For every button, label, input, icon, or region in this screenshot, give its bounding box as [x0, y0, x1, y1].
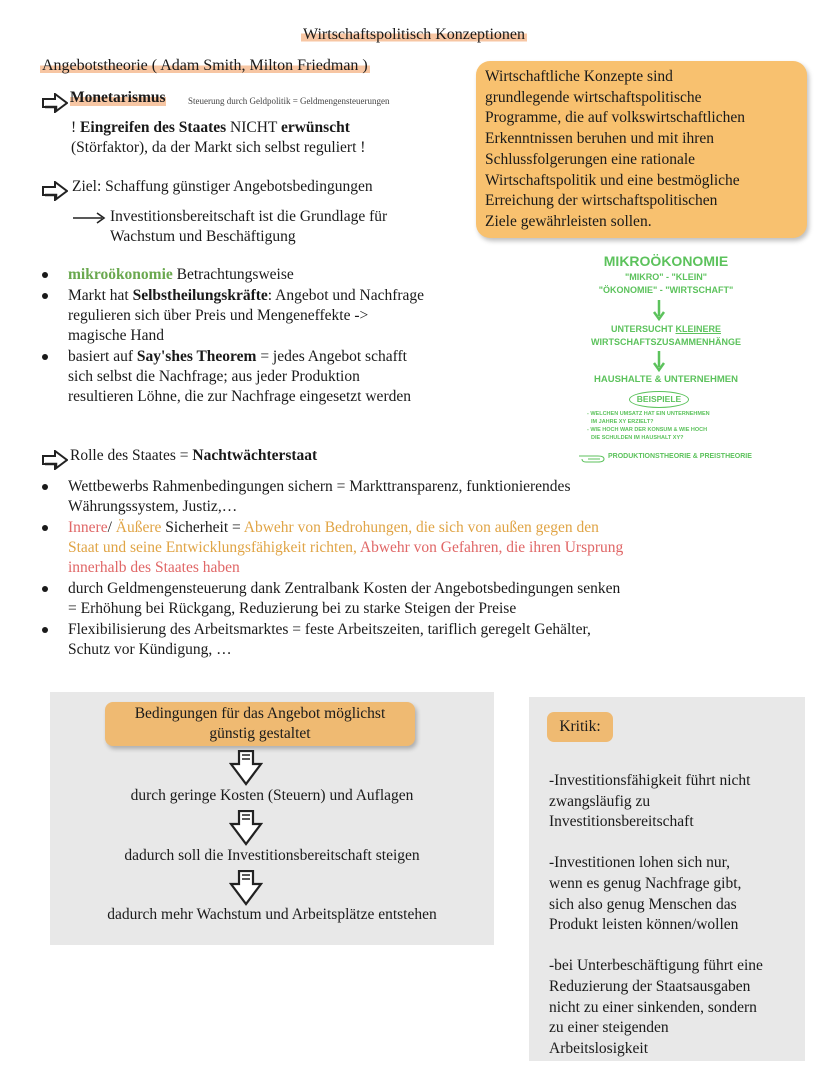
mikro-example-1a: - WELCHEN UMSATZ HAT EIN UNTERNEHMEN: [587, 411, 710, 417]
bullet-icon: [42, 272, 48, 278]
staat-bullet-4b: Schutz vor Kündigung, …: [68, 641, 232, 658]
mikro-example-2a: - WIE HOCH WAR DER KONSUM & WIE HOCH: [587, 427, 708, 433]
mikro-line-3: UNTERSUCHT KLEINERE: [610, 324, 721, 334]
bullet-say-2: sich selbst die Nachfrage; aus jeder Produktion: [68, 368, 360, 385]
conditions-box: [105, 702, 415, 746]
bullet-markt-1: Markt hat Selbstheilungskräfte: Angebot und Nachfrage: [68, 287, 425, 304]
monetarismus-text-1: ! Eingreifen des Staates NICHT erwünscht: [71, 119, 350, 136]
kritik-label: Kritik:: [547, 712, 613, 742]
bullet-icon: [42, 627, 48, 633]
bullet-markt-2: regulieren sich über Preis und Mengeneffekte ->: [68, 307, 369, 324]
kritik-line: Arbeitslosigkeit: [549, 1039, 649, 1057]
kritik-line: -Investitionen lohen sich nur,: [549, 854, 731, 872]
right-arrow-icon: [42, 181, 68, 201]
flow-step-3: dadurch mehr Wachstum und Arbeitsplätze entstehen: [107, 906, 437, 923]
staat-bullet-3b: = Erhöhung bei Rückgang, Reduzierung bei zu starke Steigen der Preise: [68, 600, 517, 617]
kritik-text: [549, 771, 763, 1059]
staat-bullet-2c: innerhalb des Staates haben: [68, 559, 240, 576]
bullet-icon: [42, 484, 48, 490]
pointing-hand-icon: [578, 452, 608, 464]
monetarismus-label: Monetarismus: [70, 89, 166, 106]
down-arrow-icon: [652, 350, 666, 372]
bullet-say-3: resultieren Löhne, die zur Nachfrage eingesetzt werden: [68, 388, 411, 405]
conditions-line-2: günstig gestaltet: [209, 725, 311, 742]
bullet-markt-3: magische Hand: [68, 327, 164, 344]
mikro-line-5: HAUSHALTE & UNTERNEHMEN: [594, 374, 738, 385]
staat-bullet-2b: Staat und seine Entwicklungsfähigkeit richten, Abwehr von Gefahren, die ihren Ursprung: [68, 539, 624, 556]
staat-label: Rolle des Staates = Nachtwächterstaat: [70, 447, 318, 464]
kritik-line: Investitionsbereitschaft: [549, 813, 694, 831]
mikro-line-4: WIRTSCHAFTSZUSAMMENHÄNGE: [591, 337, 741, 347]
staat-bullet-2a: Innere/ Äußere Sicherheit = Abwehr von Bedrohungen, die sich von außen gegen den: [68, 519, 599, 536]
mikro-title: MIKROÖKONOMIE: [603, 253, 729, 269]
down-arrow-icon: [229, 870, 263, 906]
staat-bullet-3a: durch Geldmengensteuerung dank Zentralbank Kosten der Angebotsbedingungen senken: [68, 580, 621, 597]
definition-box: [476, 61, 807, 238]
flow-step-1: durch geringe Kosten (Steuern) und Auflagen: [130, 787, 414, 804]
kritik-line: zu einer steigenden: [549, 1019, 669, 1037]
page-title: Wirtschaftspolitisch Konzeptionen: [303, 26, 525, 43]
kritik-line: nicht zu einer sinkenden, sondern: [549, 998, 757, 1016]
mikro-line-2: "ÖKONOMIE" - "WIRTSCHAFT": [598, 285, 734, 295]
mikro-example-3: PRODUKTIONSTHEORIE & PREISTHEORIE: [608, 453, 752, 460]
flow-step-2: dadurch soll die Investitionsbereitschaft steigen: [124, 847, 420, 864]
definition-line: Erkenntnissen beruhen und mit ihren: [485, 130, 715, 148]
monetarismus-subtitle: Steuerung durch Geldpolitik = Geldmengensteuerungen: [188, 96, 390, 106]
bullet-icon: [42, 293, 48, 299]
definition-line: Wirtschaftliche Konzepte sind: [485, 68, 673, 85]
kritik-line: [549, 936, 763, 957]
thin-arrow-icon: [72, 212, 106, 224]
ziel-text-1: Investitionsbereitschaft ist die Grundlage für: [110, 208, 388, 225]
theory-heading: Angebotstheorie ( Adam Smith, Milton Friedman ): [42, 57, 368, 74]
definition-line: Programme, die auf volkswirtschaftlichen: [485, 109, 745, 127]
definition-line: Wirtschaftspolitik und eine bestmögliche: [485, 171, 740, 189]
conditions-line-1: Bedingungen für das Angebot möglichst: [134, 705, 386, 722]
kritik-line: zwangsläufig zu: [549, 792, 651, 810]
staat-bullet-1a: Wettbewerbs Rahmenbedingungen sichern = Markttransparenz, funktionierendes: [68, 478, 571, 495]
mikro-example-1b: IM JAHRE XY ERZIELT?: [591, 419, 654, 425]
kritik-line: -Investitionsfähigkeit führt nicht: [549, 772, 751, 789]
ziel-text-2: Wachstum und Beschäftigung: [110, 228, 296, 245]
kritik-line: Produkt leisten können/wollen: [549, 916, 739, 934]
kritik-line: wenn es genug Nachfrage gibt,: [549, 874, 742, 892]
mikro-beispiele: BEISPIELE: [629, 391, 689, 408]
kritik-line: [549, 833, 763, 854]
kritik-line: -bei Unterbeschäftigung führt eine: [549, 957, 763, 975]
staat-bullet-4a: Flexibilisierung des Arbeitsmarktes = feste Arbeitszeiten, tariflich geregelt Gehälter,: [68, 621, 591, 638]
down-arrow-icon: [229, 810, 263, 846]
right-arrow-icon: [42, 450, 68, 470]
kritik-line: sich also genug Menschen das: [549, 895, 737, 913]
definition-line: Erreichung der wirtschaftspolitischen: [485, 192, 718, 210]
monetarismus-text-2: (Störfaktor), da der Markt sich selbst reguliert !: [71, 139, 366, 156]
down-arrow-icon: [652, 299, 666, 321]
staat-bullet-1b: Währungssystem, Justiz,…: [68, 498, 238, 515]
right-arrow-icon: [42, 93, 68, 113]
bullet-say-1: basiert auf Say'shes Theorem = jedes Angebot schafft: [68, 348, 407, 365]
definition-line: Schlussfolgerungen eine rationale: [485, 150, 696, 168]
mikro-example-2b: DIE SCHULDEN IM HAUSHALT XY?: [591, 435, 684, 441]
bullet-icon: [42, 354, 48, 360]
mikro-line-1: "MIKRO" - "KLEIN": [624, 272, 708, 282]
kritik-line: Reduzierung der Staatsausgaben: [549, 977, 751, 995]
definition-line: Ziele gewährleisten sollen.: [485, 212, 652, 230]
definition-line: grundlegende wirtschaftspolitische: [485, 88, 702, 106]
ziel-label: Ziel: Schaffung günstiger Angebotsbedingungen: [72, 178, 373, 195]
down-arrow-icon: [229, 750, 263, 786]
bullet-mikro: mikroökonomie Betrachtungsweise: [68, 266, 294, 283]
bullet-icon: [42, 525, 48, 531]
bullet-icon: [42, 586, 48, 592]
